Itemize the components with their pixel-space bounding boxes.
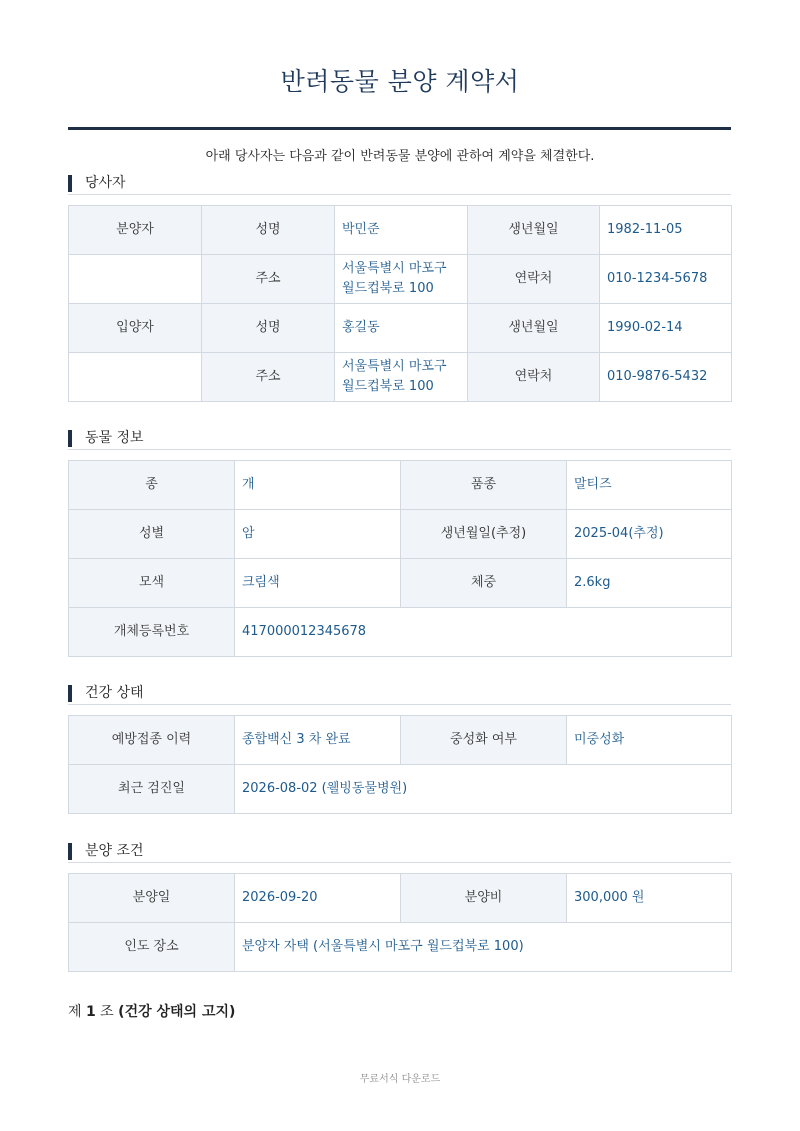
receiver-birth-label: 생년월일 xyxy=(468,304,600,353)
receiver-contact: 010-9876-5432 xyxy=(600,353,732,402)
parties-table xyxy=(68,205,732,402)
table-row xyxy=(69,255,732,304)
giver-contact-label: 연락처 xyxy=(468,255,600,304)
section-label: 건강 상태 xyxy=(85,685,144,701)
receiver-role: 입양자 xyxy=(69,304,202,353)
registration-label: 개체등록번호 xyxy=(69,608,235,657)
footer-text: 무료서식 다운로드 xyxy=(359,1074,441,1085)
table-row xyxy=(69,510,732,559)
receiver-name-label: 성명 xyxy=(202,304,335,353)
receiver-contact-label: 연락처 xyxy=(468,353,600,402)
section-terms-heading xyxy=(68,843,731,863)
health-table xyxy=(68,715,732,814)
table-row xyxy=(69,874,732,923)
table-row xyxy=(69,353,732,402)
table-row xyxy=(69,608,732,657)
species-value: 개 xyxy=(235,461,401,510)
table-row xyxy=(69,304,732,353)
address-line: 서울특별시 마포구 xyxy=(342,359,447,374)
section-bar xyxy=(68,843,72,860)
neuter-label: 중성화 여부 xyxy=(401,716,567,765)
section-bar xyxy=(68,175,72,192)
table-row xyxy=(69,716,732,765)
animal-table xyxy=(68,460,732,657)
adoption-date-label: 분양일 xyxy=(69,874,235,923)
receiver-birth: 1990-02-14 xyxy=(600,304,732,353)
intro-text: 아래 당사자는 다음과 같이 반려동물 분양에 관하여 계약을 체결한다. xyxy=(205,149,595,164)
clause-number: 1 xyxy=(85,1004,96,1020)
clause-suffix: 조 xyxy=(95,1004,119,1020)
neuter-value: 미중성화 xyxy=(567,716,732,765)
delivery-place-value: 분양자 자택 (서울특별시 마포구 월드컵북로 100) xyxy=(235,923,732,972)
table-row xyxy=(69,559,732,608)
receiver-address-label: 주소 xyxy=(202,353,335,402)
receiver-address xyxy=(335,353,468,402)
section-parties-heading xyxy=(68,175,731,195)
table-row xyxy=(69,461,732,510)
color-label: 모색 xyxy=(69,559,235,608)
breed-label: 품종 xyxy=(401,461,567,510)
section-health-heading xyxy=(68,685,731,705)
giver-name: 박민준 xyxy=(335,206,468,255)
section-label: 동물 정보 xyxy=(85,430,144,446)
weight-label: 체중 xyxy=(401,559,567,608)
title-divider xyxy=(68,127,731,130)
clause-title: (건강 상태의 고지) xyxy=(118,1004,236,1020)
sex-label: 성별 xyxy=(69,510,235,559)
species-label: 종 xyxy=(69,461,235,510)
giver-birth-label: 생년월일 xyxy=(468,206,600,255)
sex-value: 암 xyxy=(235,510,401,559)
table-row xyxy=(69,206,732,255)
table-row xyxy=(69,923,732,972)
registration-value: 417000012345678 xyxy=(235,608,732,657)
giver-address-label: 주소 xyxy=(202,255,335,304)
giver-address xyxy=(335,255,468,304)
color-value: 크림색 xyxy=(235,559,401,608)
vaccine-label: 예방접종 이력 xyxy=(69,716,235,765)
vaccine-value: 종합백신 3 차 완료 xyxy=(235,716,401,765)
adoption-date-value: 2026-09-20 xyxy=(235,874,401,923)
empty-cell xyxy=(69,353,202,402)
breed-value: 말티즈 xyxy=(567,461,732,510)
address-line: 월드컵북로 100 xyxy=(342,379,434,394)
address-line: 서울특별시 마포구 xyxy=(342,261,447,276)
giver-birth: 1982-11-05 xyxy=(600,206,732,255)
fee-label: 분양비 xyxy=(401,874,567,923)
delivery-place-label: 인도 장소 xyxy=(69,923,235,972)
weight-value: 2.6kg xyxy=(567,559,732,608)
section-bar xyxy=(68,685,72,702)
checkup-value: 2026-08-02 (웰빙동물병원) xyxy=(235,765,732,814)
terms-table xyxy=(68,873,732,972)
address-line: 월드컵북로 100 xyxy=(342,281,434,296)
giver-contact: 010-1234-5678 xyxy=(600,255,732,304)
animal-birth-value: 2025-04(추정) xyxy=(567,510,732,559)
clause-prefix: 제 xyxy=(68,1004,86,1020)
giver-role: 분양자 xyxy=(69,206,202,255)
section-label: 당사자 xyxy=(85,175,126,191)
checkup-label: 최근 검진일 xyxy=(69,765,235,814)
document-title: 반려동물 분양 계약서 xyxy=(280,67,520,96)
section-label: 분양 조건 xyxy=(85,843,144,859)
animal-birth-label: 생년월일(추정) xyxy=(401,510,567,559)
section-animal-heading xyxy=(68,430,731,450)
section-bar xyxy=(68,430,72,447)
receiver-name: 홍길동 xyxy=(335,304,468,353)
table-row xyxy=(69,765,732,814)
fee-value: 300,000 원 xyxy=(567,874,732,923)
giver-name-label: 성명 xyxy=(202,206,335,255)
empty-cell xyxy=(69,255,202,304)
clause-1-heading xyxy=(68,1001,235,1021)
